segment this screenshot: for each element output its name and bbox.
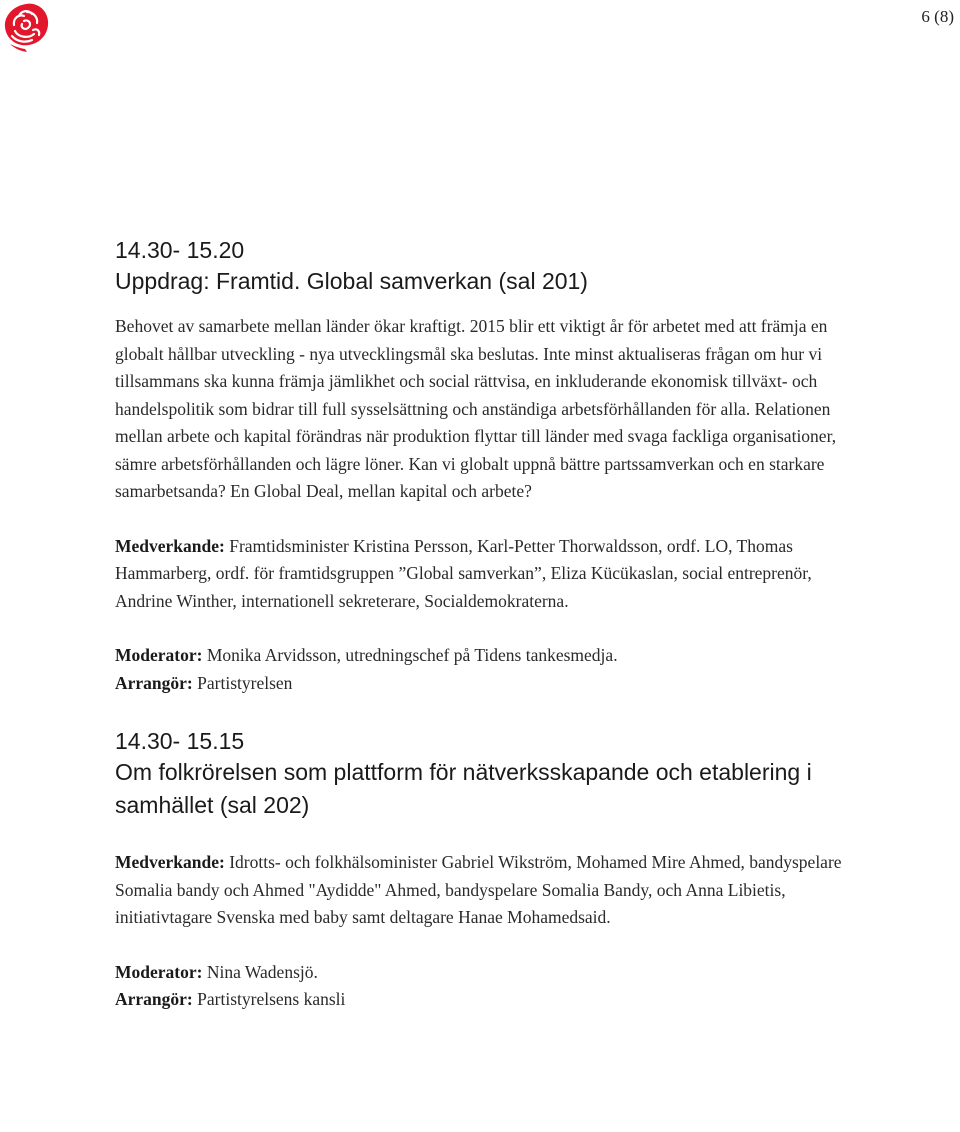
organizer-text: Partistyrelsens kansli — [197, 989, 346, 1009]
participants-label: Medverkande: — [115, 852, 225, 872]
program-content — [115, 235, 845, 1014]
participants-text: Framtidsminister Kristina Persson, Karl-Petter Thorwaldsson, ordf. LO, Thomas Hammarberg, ordf. för framtidsgruppen ”Global samverkan”, Eliza Kücükaslan, social entreprenör, Andrine Winther, internationell sekreterare, Socialdemokraterna. — [115, 535, 812, 611]
organizer-label: Arrangör: — [115, 672, 193, 693]
session-time: 14.30- 15.20 — [115, 237, 245, 263]
participants-text: Idrotts- och folkhälsominister Gabriel Wikström, Mohamed Mire Ahmed, bandyspelare Somalia bandy och Ahmed "Aydidde" Ahmed, bandyspelare Somalia Bandy, och Anna Libietis, initiativtagare Svenska med baby samt deltagare Hanae Mohamedsaid. — [115, 852, 842, 927]
organizer-text: Partistyrelsen — [197, 672, 293, 693]
session-1 — [115, 235, 845, 697]
session-time: 14.30- 15.15 — [115, 728, 245, 754]
moderator-label: Moderator: — [115, 961, 203, 982]
session-title: Om folkrörelsen som plattform för nätverksskapande och etablering i samhället (sal 202) — [115, 759, 812, 818]
rose-icon — [0, 0, 52, 54]
participants-label: Medverkande: — [115, 535, 225, 556]
session-moderator — [115, 959, 845, 987]
organizer-label: Arrangör: — [115, 989, 193, 1009]
moderator-text: Monika Arvidsson, utredningschef på Tidens tankesmedja. — [206, 645, 618, 665]
moderator-text: Nina Wadensjö. — [206, 961, 318, 982]
page-number: 6 (8) — [921, 7, 954, 26]
session-organizer — [115, 986, 845, 1014]
session-title: Uppdrag: Framtid. Global samverkan (sal 201) — [115, 268, 588, 294]
moderator-label: Moderator: — [115, 645, 203, 665]
session-moderator — [115, 642, 845, 670]
session-participants — [115, 533, 845, 616]
session-2 — [115, 726, 845, 1014]
session-participants — [115, 849, 845, 932]
session-organizer — [115, 670, 845, 698]
session-description: Behovet av samarbete mellan länder ökar kraftigt. 2015 blir ett viktigt år för arbetet med att främja en globalt hållbar utveckling - nya utvecklingsmål ska beslutas. Inte minst aktualiseras frågan om hur vi tillsammans ska kunna främja jämlikhet och social rättvisa, en inkluderande ekonomisk tillväxt- och handelspolitik som bidrar till full sysselsättning och anständiga arbetsförhållanden för alla. Relationen mellan arbete och kapital förändras när produktion flyttar till länder med svaga fackliga organisationer, sämre arbetsförhållanden och lägre löner. Kan vi globalt uppnå bättre partssamverkan och en starkare samarbetsanda? En Global Deal, mellan kapital och arbete? — [115, 316, 837, 501]
